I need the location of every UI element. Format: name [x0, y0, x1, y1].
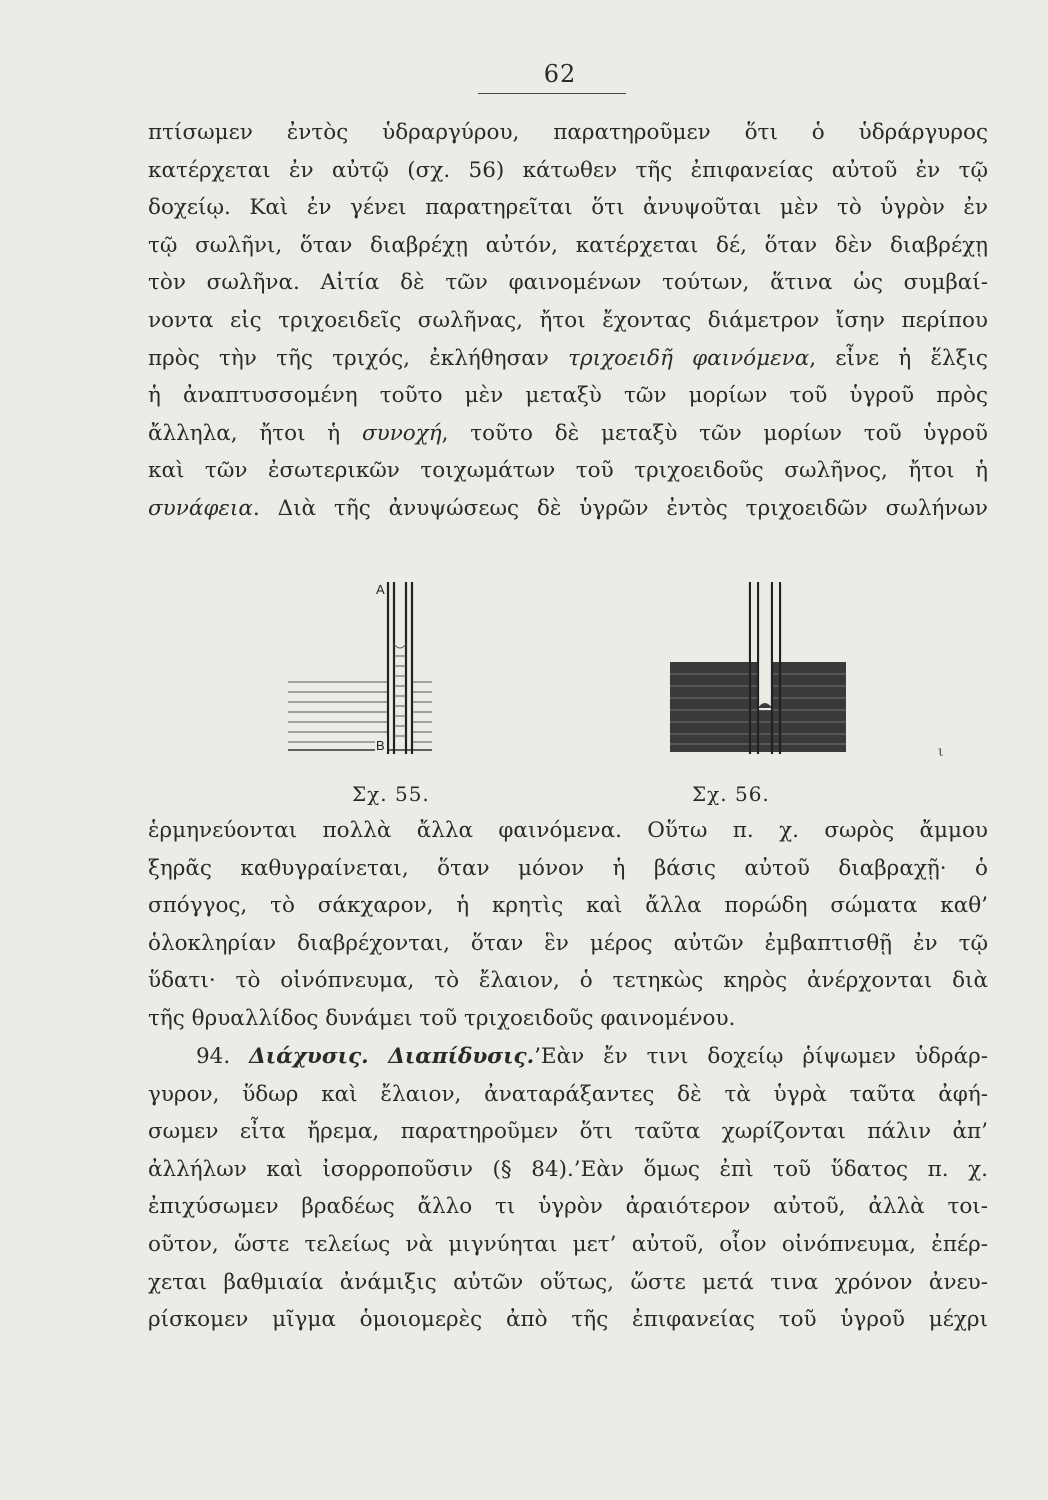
text-line — [148, 887, 988, 925]
text-run: σπόγγος, τὸ σάκχαρον, ἡ κρητὶς καὶ ἄλλα πορώδη σώματα καθ’ — [148, 893, 988, 919]
emphasized-term: συνοχή — [361, 420, 442, 446]
text-run: νοντα εἰς τριχοειδεῖς σωλῆνας, ἤτοι ἔχοντας διάμετρον ἴσην περίπου — [148, 307, 988, 333]
text-line — [148, 1000, 988, 1038]
text-run: γυρον, ὕδωρ καὶ ἔλαιον, ἀναταράξαντες δὲ τὰ ὑγρὰ ταῦτα ἀφή- — [148, 1081, 988, 1107]
text-run: ἐπιχύσωμεν βραδέως ἄλλο τι ὑγρὸν ἀραιότερον αὐτοῦ, ἀλλὰ τοι- — [148, 1194, 988, 1220]
text-run: ἡ ἀναπτυσσομένη τοῦτο μὲν μεταξὺ τῶν μορίων τοῦ ὑγροῦ πρὸς — [148, 383, 988, 409]
text-line — [148, 227, 988, 265]
text-line — [148, 1226, 988, 1264]
header-rule — [478, 93, 626, 94]
text-line — [148, 302, 988, 340]
text-run: τὸν σωλῆνα. Αἰτία δὲ τῶν φαινομένων τούτων, ἅτινα ὡς συμβαί- — [148, 270, 988, 296]
text-line — [148, 1151, 988, 1189]
text-line — [148, 114, 988, 152]
figure-55-liquid — [288, 682, 432, 742]
text-line — [148, 152, 988, 190]
section-heading: Διάχυσις. Διαπίδυσις. — [249, 1044, 535, 1069]
text-run: ξηρᾶς καθυγραίνεται, ὅταν μόνον ἡ βάσις αὐτοῦ διαβραχῇ· ὁ — [148, 855, 988, 881]
paragraph-capillary-examples — [148, 812, 988, 1038]
text-run: 94. — [196, 1044, 250, 1069]
text-line — [148, 925, 988, 963]
text-line — [148, 1038, 988, 1076]
text-run: . Διὰ τῆς ἀνυψώσεως δὲ ὑγρῶν ἐντὸς τριχοειδῶν σωλήνων — [252, 495, 988, 521]
text-run: ’Εὰν ἔν τινι δοχείῳ ῥίψωμεν ὑδράρ- — [534, 1044, 988, 1069]
text-run: πτίσωμεν ἐντὸς ὑδραργύρου, παρατηροῦμεν ὅτι ὁ ὑδράργυρος — [148, 120, 988, 145]
text-line — [148, 1188, 988, 1226]
figure-56-caption: Σχ. 56. — [692, 782, 770, 806]
figure-55 — [280, 578, 440, 758]
text-run: ἄλληλα, ἤτοι ἡ — [148, 420, 362, 446]
page-number: 62 — [543, 60, 577, 88]
figure-55-tube — [388, 582, 412, 754]
text-line — [148, 189, 988, 227]
text-line — [148, 264, 988, 302]
figure-55-label-a: A — [376, 582, 385, 597]
figure-56-diagram — [660, 578, 850, 758]
text-run: τῆς θρυαλλίδος δυνάμει τοῦ τριχοειδοῦς φαινομένου. — [148, 1005, 736, 1031]
text-line — [148, 812, 988, 850]
text-run: ὁλοκληρίαν διαβρέχονται, ὅταν ἓν μέρος αὐτῶν ἐμβαπτισθῇ ἐν τῷ — [148, 930, 988, 956]
text-run: πρὸς τὴν τῆς τριχός, ἐκλήθησαν — [148, 345, 569, 371]
text-line — [148, 490, 988, 528]
text-line — [148, 850, 988, 888]
text-run: ρίσκομεν μῖγμα ὁμοιομερὲς ἀπὸ τῆς ἐπιφανείας τοῦ ὑγροῦ μέχρι — [148, 1307, 988, 1333]
text-line — [148, 1301, 988, 1339]
text-run: χεται βαθμιαία ἀνάμιξις αὐτῶν οὕτως, ὥστε μετά τινα χρόνον ἀνευ- — [148, 1269, 988, 1295]
text-run: , εἶνε ἡ ἕλξις — [809, 345, 988, 371]
text-line — [148, 1076, 988, 1114]
text-line — [148, 1264, 988, 1302]
text-line — [148, 962, 988, 1000]
text-run: τῷ σωλῆνι, ὅταν διαβρέχῃ αὐτόν, κατέρχεται δέ, ὅταν δὲν διαβρέχῃ — [148, 232, 988, 258]
emphasized-term: συνάφεια — [148, 495, 253, 521]
text-run: σωμεν εἶτα ἤρεμα, παρατηροῦμεν ὅτι ταῦτα χωρίζονται πάλιν ἀπ’ — [148, 1119, 988, 1145]
text-run: κατέρχεται ἐν αὐτῷ (σχ. 56) κάτωθεν τῆς ἐπιφανείας αὐτοῦ ἐν τῷ — [148, 157, 988, 183]
text-line — [148, 340, 988, 378]
paragraph-capillarity — [148, 114, 988, 528]
section-94-diffusion — [148, 1038, 988, 1339]
figure-56 — [660, 578, 850, 758]
text-run: οῦτον, ὥστε τελείως νὰ μιγνύηται μετ’ αὐτοῦ, οἷον οἰνόπνευμα, ἐπέρ- — [148, 1231, 988, 1257]
text-line — [148, 415, 988, 453]
text-run: ὕδατι· τὸ οἰνόπνευμα, τὸ ἔλαιον, ὁ τετηκὼς κηρὸς ἀνέρχονται διὰ — [148, 968, 988, 994]
text-run: , τοῦτο δὲ μεταξὺ τῶν μορίων τοῦ ὑγροῦ — [441, 420, 988, 446]
figure-55-caption: Σχ. 55. — [352, 782, 430, 806]
figure-55-label-b: B — [376, 738, 385, 753]
text-run: ἀλλήλων καὶ ἰσορροποῦσιν (§ 84).’Εὰν ὅμως ἐπὶ τοῦ ὕδατος π. χ. — [148, 1156, 988, 1182]
figure-55-diagram — [280, 578, 440, 758]
text-line — [148, 452, 988, 490]
margin-mark: ι — [938, 744, 944, 760]
text-run: καὶ τῶν ἐσωτερικῶν τοιχωμάτων τοῦ τριχοειδοῦς σωλῆνος, ἤτοι ἡ — [148, 458, 988, 484]
text-line — [148, 1113, 988, 1151]
text-run: ἑρμηνεύονται πολλὰ ἄλλα φαινόμενα. Οὕτω π. χ. σωρὸς ἄμμου — [148, 818, 988, 843]
text-line — [148, 377, 988, 415]
text-run: δοχείῳ. Καὶ ἐν γένει παρατηρεῖται ὅτι ἀνυψοῦται μὲν τὸ ὑγρὸν ἐν — [148, 195, 988, 221]
emphasized-term: τριχοειδῆ φαινόμενα — [568, 345, 810, 371]
